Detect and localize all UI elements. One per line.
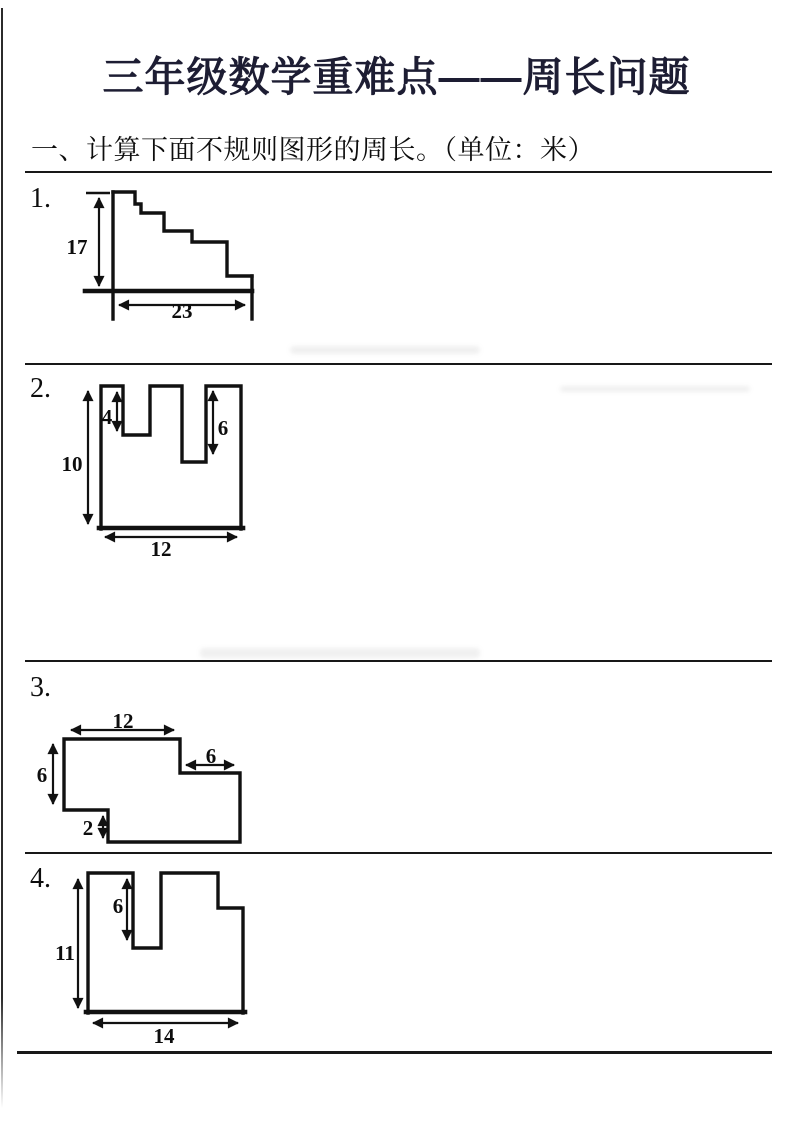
- figure-2: [62, 386, 244, 561]
- figure-4: [55, 873, 245, 1048]
- figure-2-right-notch-label: 6: [217, 416, 229, 440]
- figure-1-width-label: 23: [171, 299, 193, 323]
- section-heading: 一、计算下面不规则图形的周长。（单位：米）: [31, 135, 595, 165]
- figure-1-staircase-outline: [113, 192, 252, 276]
- figure-4-notch-label: 6: [112, 894, 124, 918]
- figure-4-width-label: 14: [153, 1024, 175, 1048]
- problem-1-number: 1.: [30, 183, 51, 214]
- figure-3-top-width-label: 12: [112, 709, 134, 733]
- figure-2-outline: [101, 386, 241, 529]
- problem-3-number: 3.: [30, 672, 51, 703]
- figure-3-left-step-label: 2: [82, 816, 94, 840]
- figure-1-height-label: 17: [66, 235, 88, 259]
- figure-3-right-step-label: 6: [205, 744, 217, 768]
- page-title: 三年级数学重难点——周长问题: [102, 54, 691, 100]
- figure-3-left-height-label: 6: [36, 763, 48, 787]
- figure-3: [37, 709, 240, 842]
- figure-2-height-label: 10: [61, 452, 83, 476]
- problem-2-number: 2.: [30, 373, 51, 404]
- figure-2-left-notch-label: 4: [101, 405, 113, 429]
- figure-4-height-label: 11: [55, 941, 75, 965]
- figure-1: [67, 192, 253, 323]
- figure-4-outline: [88, 873, 243, 1013]
- figure-2-width-label: 12: [150, 537, 172, 561]
- problem-4-number: 4.: [30, 863, 51, 894]
